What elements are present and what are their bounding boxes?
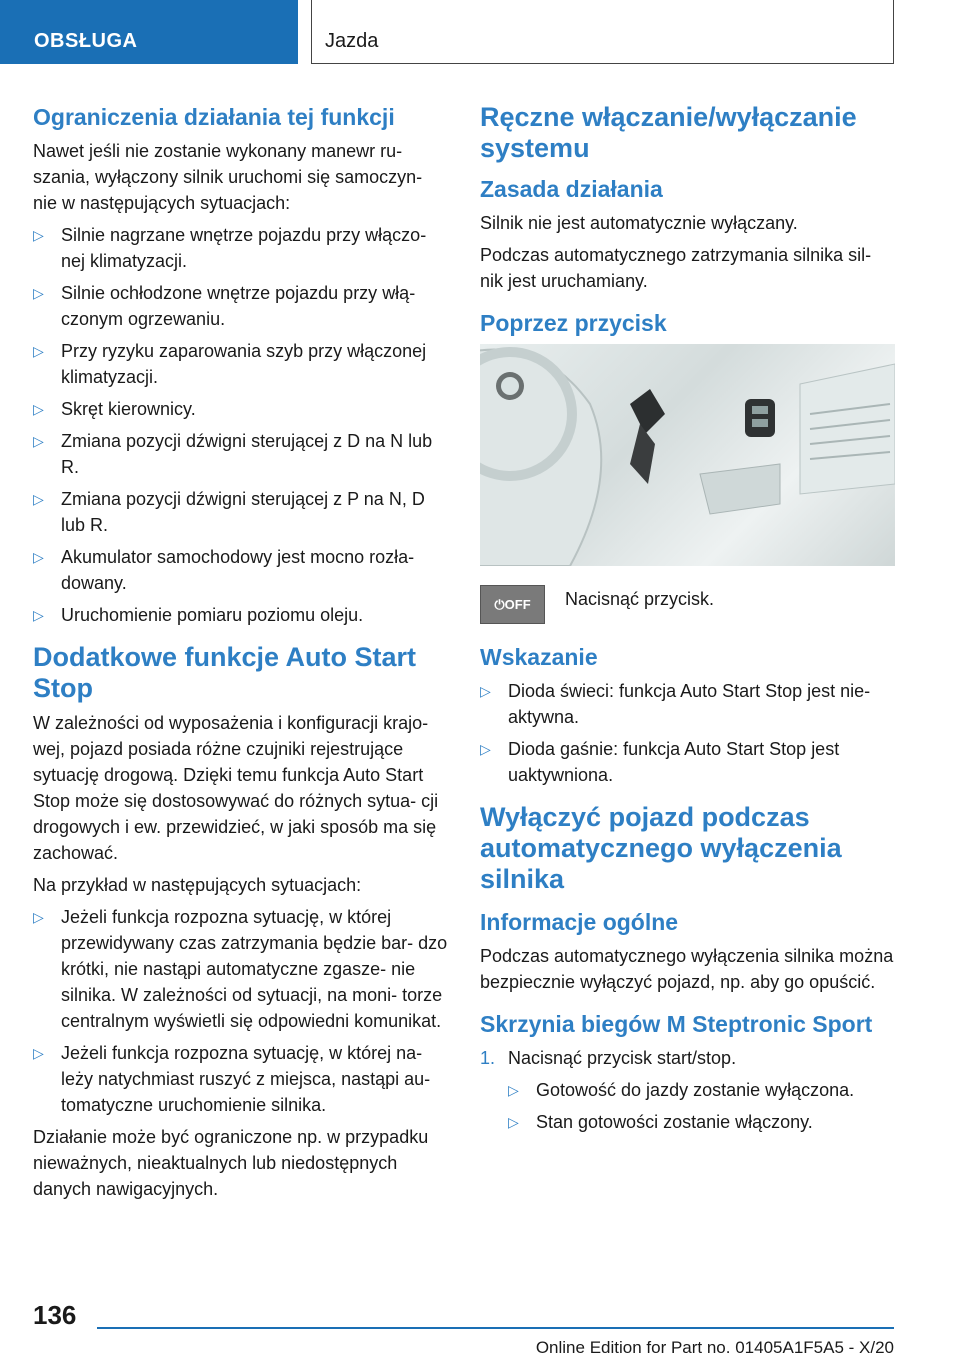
cockpit-illustration	[480, 344, 895, 566]
list-item: ▷ Uruchomienie pomiaru poziomu oleju.	[33, 602, 448, 628]
paragraph: Podczas automatycznego wyłączenia silnika można bezpiecznie wyłączyć pojazd, np. aby go opuścić.	[480, 946, 894, 992]
step-number: 1.	[480, 1048, 496, 1068]
list-item: ▷ Jeżeli funkcja rozpozna sytuację, w której na- leży natychmiast ruszyć z miejsca, nastąpi au- tomatyczne uruchomienie silnika.	[33, 1040, 448, 1118]
right-column	[480, 102, 895, 1141]
list-item: ▷ Dioda świeci: funkcja Auto Start Stop jest nie- aktywna.	[480, 678, 895, 730]
page-number: 136	[33, 1300, 77, 1330]
section-tab-label: OBSŁUGA	[34, 30, 138, 52]
left-column	[33, 102, 448, 1208]
paragraph: Podczas automatycznego zatrzymania silnika sil- nik jest uruchamiany.	[480, 245, 872, 291]
step-item	[480, 1045, 895, 1135]
heading-general-info: Informacje ogólne	[480, 909, 679, 935]
list-item: ▷ Jeżeli funkcja rozpozna sytuację, w której przewidywany czas zatrzymania będzie bar- dzo krótki, nie nastąpi automatyczne zgasze- nie silnika. W zależności od sytuacji, na moni- torze centralnym wyświetli się odpowiedni komunikat.	[33, 904, 448, 1034]
limitations-list	[33, 222, 448, 628]
section-tab	[0, 0, 298, 64]
footer-edition: Online Edition for Part no. 01405A1F5A5 - X/20	[535, 1338, 894, 1357]
paragraph: Na przykład w następujących sytuacjach:	[33, 875, 362, 895]
heading-limitations: Ograniczenia działania tej funkcji	[33, 104, 395, 130]
list-item: ▷ Dioda gaśnie: funkcja Auto Start Stop jest uaktywniona.	[480, 736, 895, 788]
footer-divider	[97, 1327, 894, 1329]
chapter-tab	[311, 0, 894, 64]
heading-via-button: Poprzez przycisk	[480, 310, 667, 336]
heading-indication: Wskazanie	[480, 644, 598, 670]
list-item: ▷ Silnie nagrzane wnętrze pojazdu przy włączo- nej klimatyzacji.	[33, 222, 448, 274]
list-item: ▷ Stan gotowości zostanie włączony.	[508, 1109, 895, 1135]
heading-gearbox: Skrzynia biegów M Steptronic Sport	[480, 1011, 873, 1037]
paragraph: Działanie może być ograniczone np. w przypadku nieważnych, nieaktualnych lub niedostępnych danych nawigacyjnych.	[33, 1127, 429, 1199]
list-item: ▷ Skręt kierownicy.	[33, 396, 448, 422]
steps-list	[480, 1045, 895, 1135]
intro-paragraph: Nawet jeśli nie zostanie wykonany manewr ru- szania, wyłączony silnik uruchomi się samoczyn- nie w następujących sytuacjach:	[33, 141, 423, 213]
button-instruction-row	[480, 584, 895, 624]
step-substeps	[508, 1077, 895, 1135]
paragraph: Silnik nie jest automatycznie wyłączany.	[480, 213, 798, 233]
paragraph: W zależności od wyposażenia i konfiguracji krajo- wej, pojazd posiada różne czujniki rejestrujące sytuację drogową. Dzięki temu funkcja Auto Start Stop może się dostosowywać do różnych sytua- cji drogowych i ew. przewidzieć, w jaki sposób ma się zachować.	[33, 713, 439, 863]
heading-manual-toggle: Ręczne włączanie/wyłączanie systemu	[480, 102, 857, 163]
list-item: ▷ Zmiana pozycji dźwigni sterującej z P na N, D lub R.	[33, 486, 448, 538]
situations-list	[33, 904, 448, 1118]
list-item: ▷ Akumulator samochodowy jest mocno rozła- dowany.	[33, 544, 448, 596]
chapter-tab-label: Jazda	[325, 30, 379, 52]
button-instruction: Nacisnąć przycisk.	[565, 589, 715, 609]
cockpit-photo	[480, 344, 895, 566]
list-item: ▷ Gotowość do jazdy zostanie wyłączona.	[508, 1077, 895, 1103]
heading-switch-off-vehicle: Wyłączyć pojazd podczas automatycznego wyłączenia silnika	[480, 802, 842, 894]
heading-additional-functions: Dodatkowe funkcje Auto Start Stop	[33, 642, 417, 703]
auto-start-stop-off-icon: ⏻OFF	[480, 585, 545, 624]
list-item: ▷ Silnie ochłodzone wnętrze pojazdu przy włą- czonym ogrzewaniu.	[33, 280, 448, 332]
list-item: ▷ Przy ryzyku zaparowania szyb przy włączonej klimatyzacji.	[33, 338, 448, 390]
heading-principle: Zasada działania	[480, 176, 663, 202]
list-item: ▷ Zmiana pozycji dźwigni sterującej z D na N lub R.	[33, 428, 448, 480]
step-text: Nacisnąć przycisk start/stop.	[508, 1048, 737, 1068]
indication-list	[480, 678, 895, 788]
